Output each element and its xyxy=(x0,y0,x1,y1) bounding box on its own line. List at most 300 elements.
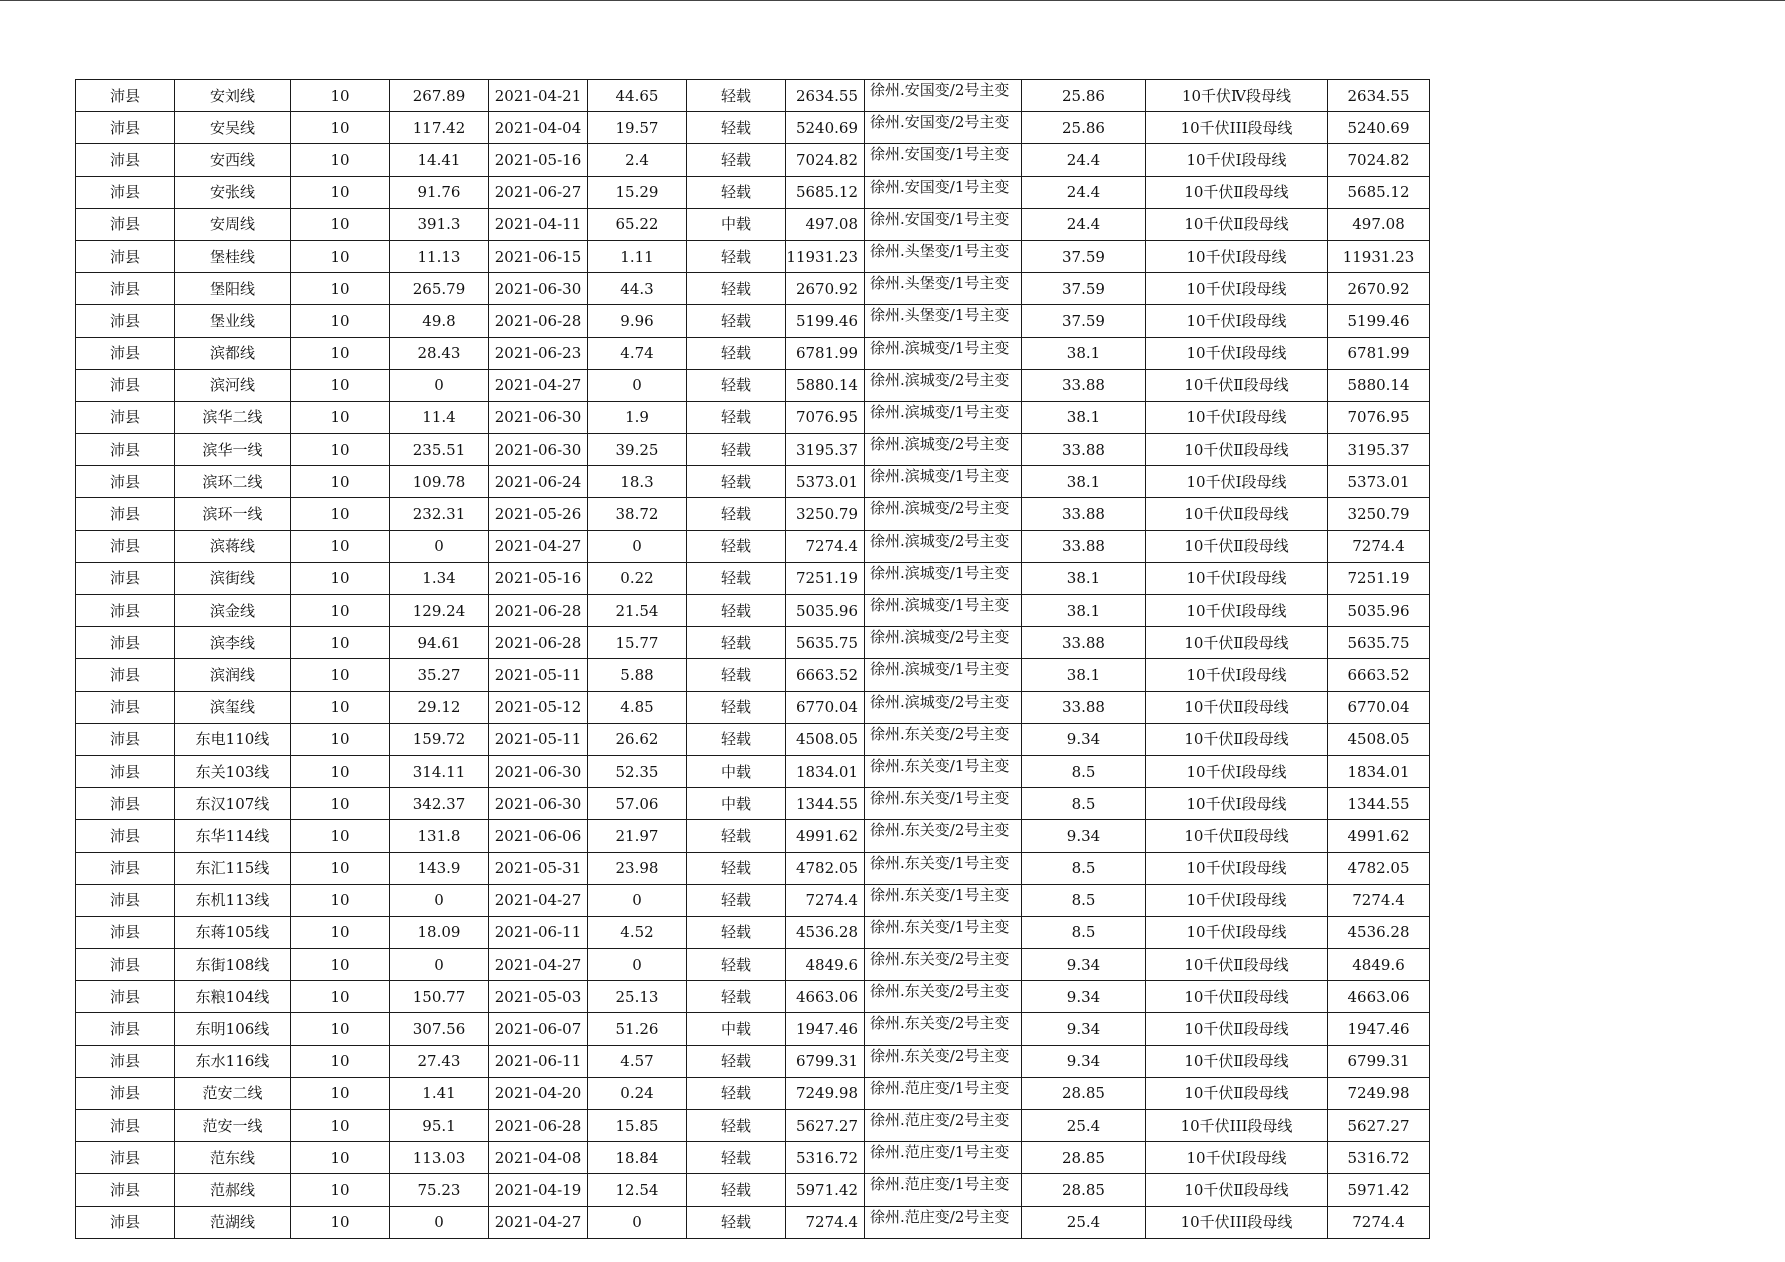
available-capacity-cell: 1834.01 xyxy=(786,755,865,787)
table-row xyxy=(76,691,1430,723)
table-row xyxy=(76,273,1430,305)
load-status-cell: 轻载 xyxy=(687,820,786,852)
line-name-cell: 东明106线 xyxy=(175,1013,291,1045)
load-status-cell: 轻载 xyxy=(687,691,786,723)
table-row xyxy=(76,401,1430,433)
line-available-capacity-cell: 4536.28 xyxy=(1328,916,1430,948)
voltage-cell: 10 xyxy=(291,1110,390,1142)
max-load-cell: 0 xyxy=(390,530,489,562)
line-name-cell: 东汉107线 xyxy=(175,788,291,820)
transformer-load-rate-cell: 38.1 xyxy=(1022,337,1146,369)
load-status-cell: 轻载 xyxy=(687,369,786,401)
transformer-load-rate-cell: 38.1 xyxy=(1022,659,1146,691)
table-row xyxy=(76,723,1430,755)
county-cell: 沛县 xyxy=(76,1142,175,1174)
transformer-load-rate-cell: 8.5 xyxy=(1022,755,1146,787)
county-cell: 沛县 xyxy=(76,852,175,884)
max-load-cell: 109.78 xyxy=(390,466,489,498)
transformer-load-rate-cell: 28.85 xyxy=(1022,1142,1146,1174)
voltage-cell: 10 xyxy=(291,981,390,1013)
voltage-cell: 10 xyxy=(291,530,390,562)
line-available-capacity-cell: 3250.79 xyxy=(1328,498,1430,530)
busbar-cell: 10千伏Ⅰ段母线 xyxy=(1146,305,1328,337)
line-name-cell: 滨环二线 xyxy=(175,466,291,498)
substation-transformer-cell: 徐州.东关变/2号主变 xyxy=(865,820,1022,852)
date-cell: 2021-04-27 xyxy=(489,369,588,401)
load-status-cell: 轻载 xyxy=(687,176,786,208)
busbar-cell: 10千伏Ⅱ段母线 xyxy=(1146,1013,1328,1045)
voltage-cell: 10 xyxy=(291,691,390,723)
line-name-cell: 滨华一线 xyxy=(175,434,291,466)
substation-transformer-cell: 徐州.滨城变/1号主变 xyxy=(865,401,1022,433)
date-cell: 2021-04-08 xyxy=(489,1142,588,1174)
available-capacity-cell: 7076.95 xyxy=(786,401,865,433)
date-cell: 2021-06-28 xyxy=(489,305,588,337)
available-capacity-cell: 4508.05 xyxy=(786,723,865,755)
available-capacity-cell: 6781.99 xyxy=(786,337,865,369)
busbar-cell: 10千伏Ⅱ段母线 xyxy=(1146,691,1328,723)
line-name-cell: 范安一线 xyxy=(175,1110,291,1142)
substation-transformer-cell: 徐州.范庄变/2号主变 xyxy=(865,1206,1022,1238)
load-status-cell: 轻载 xyxy=(687,981,786,1013)
transformer-load-rate-cell: 38.1 xyxy=(1022,466,1146,498)
table-row xyxy=(76,1045,1430,1077)
date-cell: 2021-04-27 xyxy=(489,884,588,916)
line-available-capacity-cell: 6799.31 xyxy=(1328,1045,1430,1077)
line-name-cell: 安西线 xyxy=(175,144,291,176)
busbar-cell: 10千伏Ⅰ段母线 xyxy=(1146,755,1328,787)
county-cell: 沛县 xyxy=(76,1110,175,1142)
busbar-cell: 10千伏Ⅰ段母线 xyxy=(1146,337,1328,369)
load-rate-cell: 23.98 xyxy=(588,852,687,884)
load-rate-cell: 1.11 xyxy=(588,240,687,272)
line-available-capacity-cell: 7274.4 xyxy=(1328,530,1430,562)
load-rate-cell: 26.62 xyxy=(588,723,687,755)
available-capacity-cell: 4536.28 xyxy=(786,916,865,948)
transformer-load-rate-cell: 33.88 xyxy=(1022,627,1146,659)
substation-transformer-cell: 徐州.范庄变/2号主变 xyxy=(865,1110,1022,1142)
voltage-cell: 10 xyxy=(291,208,390,240)
date-cell: 2021-05-16 xyxy=(489,562,588,594)
available-capacity-cell: 5035.96 xyxy=(786,595,865,627)
load-status-cell: 轻载 xyxy=(687,1045,786,1077)
line-available-capacity-cell: 4849.6 xyxy=(1328,949,1430,981)
line-name-cell: 东粮104线 xyxy=(175,981,291,1013)
voltage-cell: 10 xyxy=(291,659,390,691)
line-name-cell: 安刘线 xyxy=(175,80,291,112)
transformer-load-rate-cell: 33.88 xyxy=(1022,691,1146,723)
busbar-cell: 10千伏Ⅱ段母线 xyxy=(1146,530,1328,562)
busbar-cell: 10千伏Ⅰ段母线 xyxy=(1146,852,1328,884)
load-rate-cell: 0 xyxy=(588,949,687,981)
available-capacity-cell: 2670.92 xyxy=(786,273,865,305)
available-capacity-cell: 5971.42 xyxy=(786,1174,865,1206)
line-name-cell: 滨李线 xyxy=(175,627,291,659)
max-load-cell: 14.41 xyxy=(390,144,489,176)
available-capacity-cell: 5635.75 xyxy=(786,627,865,659)
date-cell: 2021-06-27 xyxy=(489,176,588,208)
load-rate-cell: 15.77 xyxy=(588,627,687,659)
line-name-cell: 东蒋105线 xyxy=(175,916,291,948)
available-capacity-cell: 4782.05 xyxy=(786,852,865,884)
transformer-load-rate-cell: 9.34 xyxy=(1022,723,1146,755)
table-row xyxy=(76,1142,1430,1174)
county-cell: 沛县 xyxy=(76,176,175,208)
line-name-cell: 滨都线 xyxy=(175,337,291,369)
table-row xyxy=(76,240,1430,272)
max-load-cell: 49.8 xyxy=(390,305,489,337)
busbar-cell: 10千伏Ⅰ段母线 xyxy=(1146,788,1328,820)
max-load-cell: 307.56 xyxy=(390,1013,489,1045)
line-available-capacity-cell: 7076.95 xyxy=(1328,401,1430,433)
line-available-capacity-cell: 4991.62 xyxy=(1328,820,1430,852)
substation-transformer-cell: 徐州.东关变/1号主变 xyxy=(865,916,1022,948)
date-cell: 2021-04-21 xyxy=(489,80,588,112)
transformer-load-rate-cell: 9.34 xyxy=(1022,981,1146,1013)
line-available-capacity-cell: 4782.05 xyxy=(1328,852,1430,884)
line-name-cell: 滨环一线 xyxy=(175,498,291,530)
substation-transformer-cell: 徐州.安国变/2号主变 xyxy=(865,112,1022,144)
substation-transformer-cell: 徐州.头堡变/1号主变 xyxy=(865,240,1022,272)
available-capacity-cell: 4991.62 xyxy=(786,820,865,852)
line-name-cell: 东关103线 xyxy=(175,755,291,787)
load-rate-cell: 44.65 xyxy=(588,80,687,112)
county-cell: 沛县 xyxy=(76,112,175,144)
max-load-cell: 95.1 xyxy=(390,1110,489,1142)
available-capacity-cell: 7274.4 xyxy=(786,884,865,916)
voltage-cell: 10 xyxy=(291,884,390,916)
line-available-capacity-cell: 3195.37 xyxy=(1328,434,1430,466)
line-name-cell: 东电110线 xyxy=(175,723,291,755)
transformer-load-rate-cell: 37.59 xyxy=(1022,240,1146,272)
table-row xyxy=(76,208,1430,240)
load-status-cell: 轻载 xyxy=(687,434,786,466)
table-body xyxy=(76,80,1430,1239)
substation-transformer-cell: 徐州.安国变/2号主变 xyxy=(865,80,1022,112)
available-capacity-cell: 5880.14 xyxy=(786,369,865,401)
available-capacity-cell: 6770.04 xyxy=(786,691,865,723)
line-name-cell: 范湖线 xyxy=(175,1206,291,1238)
table-row xyxy=(76,1174,1430,1206)
busbar-cell: 10千伏Ⅱ段母线 xyxy=(1146,176,1328,208)
voltage-cell: 10 xyxy=(291,755,390,787)
county-cell: 沛县 xyxy=(76,1206,175,1238)
line-available-capacity-cell: 1834.01 xyxy=(1328,755,1430,787)
max-load-cell: 18.09 xyxy=(390,916,489,948)
table-row xyxy=(76,627,1430,659)
load-status-cell: 轻载 xyxy=(687,1206,786,1238)
line-name-cell: 滨华二线 xyxy=(175,401,291,433)
table-row xyxy=(76,788,1430,820)
available-capacity-cell: 7274.4 xyxy=(786,530,865,562)
line-available-capacity-cell: 7251.19 xyxy=(1328,562,1430,594)
voltage-cell: 10 xyxy=(291,1174,390,1206)
load-rate-cell: 1.9 xyxy=(588,401,687,433)
county-cell: 沛县 xyxy=(76,691,175,723)
date-cell: 2021-06-30 xyxy=(489,401,588,433)
load-status-cell: 轻载 xyxy=(687,884,786,916)
substation-transformer-cell: 徐州.东关变/2号主变 xyxy=(865,949,1022,981)
transformer-load-rate-cell: 33.88 xyxy=(1022,434,1146,466)
line-name-cell: 东街108线 xyxy=(175,949,291,981)
busbar-cell: 10千伏Ⅰ段母线 xyxy=(1146,916,1328,948)
line-available-capacity-cell: 5971.42 xyxy=(1328,1174,1430,1206)
available-capacity-cell: 4663.06 xyxy=(786,981,865,1013)
transformer-load-rate-cell: 38.1 xyxy=(1022,401,1146,433)
busbar-cell: 10千伏Ⅱ段母线 xyxy=(1146,1174,1328,1206)
load-rate-cell: 38.72 xyxy=(588,498,687,530)
load-status-cell: 轻载 xyxy=(687,112,786,144)
substation-transformer-cell: 徐州.滨城变/2号主变 xyxy=(865,627,1022,659)
load-rate-cell: 2.4 xyxy=(588,144,687,176)
line-available-capacity-cell: 5635.75 xyxy=(1328,627,1430,659)
line-available-capacity-cell: 7249.98 xyxy=(1328,1077,1430,1109)
substation-transformer-cell: 徐州.安国变/1号主变 xyxy=(865,208,1022,240)
load-status-cell: 轻载 xyxy=(687,595,786,627)
line-available-capacity-cell: 497.08 xyxy=(1328,208,1430,240)
max-load-cell: 1.41 xyxy=(390,1077,489,1109)
transformer-load-rate-cell: 28.85 xyxy=(1022,1174,1146,1206)
table-row xyxy=(76,820,1430,852)
load-status-cell: 中载 xyxy=(687,208,786,240)
county-cell: 沛县 xyxy=(76,1174,175,1206)
substation-transformer-cell: 徐州.东关变/1号主变 xyxy=(865,884,1022,916)
county-cell: 沛县 xyxy=(76,981,175,1013)
transformer-load-rate-cell: 33.88 xyxy=(1022,530,1146,562)
load-rate-cell: 9.96 xyxy=(588,305,687,337)
voltage-cell: 10 xyxy=(291,723,390,755)
voltage-cell: 10 xyxy=(291,1206,390,1238)
substation-transformer-cell: 徐州.东关变/1号主变 xyxy=(865,755,1022,787)
county-cell: 沛县 xyxy=(76,916,175,948)
busbar-cell: 10千伏Ⅰ段母线 xyxy=(1146,144,1328,176)
max-load-cell: 0 xyxy=(390,949,489,981)
voltage-cell: 10 xyxy=(291,949,390,981)
substation-transformer-cell: 徐州.滨城变/2号主变 xyxy=(865,369,1022,401)
available-capacity-cell: 5685.12 xyxy=(786,176,865,208)
busbar-cell: 10千伏Ⅱ段母线 xyxy=(1146,434,1328,466)
load-rate-cell: 0.22 xyxy=(588,562,687,594)
voltage-cell: 10 xyxy=(291,273,390,305)
table-row xyxy=(76,369,1430,401)
line-name-cell: 安周线 xyxy=(175,208,291,240)
available-capacity-cell: 1344.55 xyxy=(786,788,865,820)
county-cell: 沛县 xyxy=(76,820,175,852)
max-load-cell: 91.76 xyxy=(390,176,489,208)
max-load-cell: 11.13 xyxy=(390,240,489,272)
busbar-cell: 10千伏Ⅱ段母线 xyxy=(1146,1045,1328,1077)
line-available-capacity-cell: 1947.46 xyxy=(1328,1013,1430,1045)
county-cell: 沛县 xyxy=(76,80,175,112)
table-row xyxy=(76,1110,1430,1142)
substation-transformer-cell: 徐州.滨城变/1号主变 xyxy=(865,466,1022,498)
transformer-load-rate-cell: 8.5 xyxy=(1022,884,1146,916)
county-cell: 沛县 xyxy=(76,1045,175,1077)
load-status-cell: 轻载 xyxy=(687,852,786,884)
date-cell: 2021-04-04 xyxy=(489,112,588,144)
load-rate-cell: 0 xyxy=(588,1206,687,1238)
voltage-cell: 10 xyxy=(291,337,390,369)
line-available-capacity-cell: 7274.4 xyxy=(1328,884,1430,916)
load-rate-cell: 21.97 xyxy=(588,820,687,852)
load-rate-cell: 19.57 xyxy=(588,112,687,144)
line-name-cell: 范安二线 xyxy=(175,1077,291,1109)
busbar-cell: 10千伏III段母线 xyxy=(1146,1110,1328,1142)
county-cell: 沛县 xyxy=(76,498,175,530)
load-status-cell: 轻载 xyxy=(687,273,786,305)
load-rate-cell: 12.54 xyxy=(588,1174,687,1206)
table-row xyxy=(76,981,1430,1013)
date-cell: 2021-06-28 xyxy=(489,1110,588,1142)
load-rate-cell: 18.3 xyxy=(588,466,687,498)
load-status-cell: 轻载 xyxy=(687,80,786,112)
county-cell: 沛县 xyxy=(76,208,175,240)
busbar-cell: 10千伏Ⅳ段母线 xyxy=(1146,80,1328,112)
table-row xyxy=(76,466,1430,498)
load-rate-cell: 51.26 xyxy=(588,1013,687,1045)
date-cell: 2021-04-27 xyxy=(489,1206,588,1238)
transformer-load-rate-cell: 8.5 xyxy=(1022,852,1146,884)
line-available-capacity-cell: 5627.27 xyxy=(1328,1110,1430,1142)
table-row xyxy=(76,112,1430,144)
busbar-cell: 10千伏Ⅱ段母线 xyxy=(1146,627,1328,659)
voltage-cell: 10 xyxy=(291,916,390,948)
load-rate-cell: 18.84 xyxy=(588,1142,687,1174)
load-rate-cell: 15.85 xyxy=(588,1110,687,1142)
date-cell: 2021-06-11 xyxy=(489,1045,588,1077)
busbar-cell: 10千伏Ⅱ段母线 xyxy=(1146,208,1328,240)
county-cell: 沛县 xyxy=(76,595,175,627)
table-row xyxy=(76,144,1430,176)
line-name-cell: 滨金线 xyxy=(175,595,291,627)
available-capacity-cell: 5316.72 xyxy=(786,1142,865,1174)
transformer-load-rate-cell: 25.4 xyxy=(1022,1110,1146,1142)
line-name-cell: 滨街线 xyxy=(175,562,291,594)
substation-transformer-cell: 徐州.滨城变/1号主变 xyxy=(865,595,1022,627)
line-name-cell: 东华114线 xyxy=(175,820,291,852)
load-status-cell: 轻载 xyxy=(687,1077,786,1109)
transformer-load-rate-cell: 38.1 xyxy=(1022,595,1146,627)
substation-transformer-cell: 徐州.滨城变/1号主变 xyxy=(865,562,1022,594)
table-row xyxy=(76,434,1430,466)
feeder-load-table xyxy=(75,79,1430,1239)
date-cell: 2021-06-11 xyxy=(489,916,588,948)
voltage-cell: 10 xyxy=(291,401,390,433)
line-name-cell: 堡阳线 xyxy=(175,273,291,305)
busbar-cell: 10千伏Ⅱ段母线 xyxy=(1146,723,1328,755)
load-status-cell: 轻载 xyxy=(687,530,786,562)
transformer-load-rate-cell: 33.88 xyxy=(1022,498,1146,530)
date-cell: 2021-04-20 xyxy=(489,1077,588,1109)
line-name-cell: 堡业线 xyxy=(175,305,291,337)
line-available-capacity-cell: 2634.55 xyxy=(1328,80,1430,112)
load-status-cell: 中载 xyxy=(687,788,786,820)
transformer-load-rate-cell: 37.59 xyxy=(1022,273,1146,305)
county-cell: 沛县 xyxy=(76,949,175,981)
voltage-cell: 10 xyxy=(291,1045,390,1077)
busbar-cell: 10千伏Ⅱ段母线 xyxy=(1146,820,1328,852)
date-cell: 2021-05-11 xyxy=(489,659,588,691)
available-capacity-cell: 7274.4 xyxy=(786,1206,865,1238)
busbar-cell: 10千伏Ⅱ段母线 xyxy=(1146,369,1328,401)
line-available-capacity-cell: 5880.14 xyxy=(1328,369,1430,401)
line-available-capacity-cell: 5240.69 xyxy=(1328,112,1430,144)
transformer-load-rate-cell: 24.4 xyxy=(1022,144,1146,176)
date-cell: 2021-04-27 xyxy=(489,530,588,562)
line-name-cell: 滨润线 xyxy=(175,659,291,691)
voltage-cell: 10 xyxy=(291,595,390,627)
county-cell: 沛县 xyxy=(76,337,175,369)
table-row xyxy=(76,1077,1430,1109)
load-rate-cell: 4.74 xyxy=(588,337,687,369)
date-cell: 2021-05-12 xyxy=(489,691,588,723)
line-name-cell: 东水116线 xyxy=(175,1045,291,1077)
max-load-cell: 143.9 xyxy=(390,852,489,884)
load-status-cell: 轻载 xyxy=(687,240,786,272)
load-rate-cell: 5.88 xyxy=(588,659,687,691)
date-cell: 2021-06-15 xyxy=(489,240,588,272)
transformer-load-rate-cell: 25.4 xyxy=(1022,1206,1146,1238)
max-load-cell: 0 xyxy=(390,369,489,401)
available-capacity-cell: 4849.6 xyxy=(786,949,865,981)
line-available-capacity-cell: 5199.46 xyxy=(1328,305,1430,337)
voltage-cell: 10 xyxy=(291,788,390,820)
substation-transformer-cell: 徐州.滨城变/1号主变 xyxy=(865,337,1022,369)
busbar-cell: 10千伏III段母线 xyxy=(1146,1206,1328,1238)
voltage-cell: 10 xyxy=(291,1142,390,1174)
date-cell: 2021-05-11 xyxy=(489,723,588,755)
load-rate-cell: 4.85 xyxy=(588,691,687,723)
max-load-cell: 35.27 xyxy=(390,659,489,691)
max-load-cell: 314.11 xyxy=(390,755,489,787)
busbar-cell: 10千伏Ⅰ段母线 xyxy=(1146,562,1328,594)
county-cell: 沛县 xyxy=(76,1013,175,1045)
available-capacity-cell: 11931.23 xyxy=(786,240,865,272)
date-cell: 2021-04-19 xyxy=(489,1174,588,1206)
max-load-cell: 265.79 xyxy=(390,273,489,305)
table-row xyxy=(76,498,1430,530)
max-load-cell: 0 xyxy=(390,884,489,916)
line-name-cell: 安吴线 xyxy=(175,112,291,144)
date-cell: 2021-06-28 xyxy=(489,595,588,627)
max-load-cell: 129.24 xyxy=(390,595,489,627)
line-available-capacity-cell: 7024.82 xyxy=(1328,144,1430,176)
max-load-cell: 232.31 xyxy=(390,498,489,530)
date-cell: 2021-05-03 xyxy=(489,981,588,1013)
date-cell: 2021-06-30 xyxy=(489,273,588,305)
available-capacity-cell: 497.08 xyxy=(786,208,865,240)
transformer-load-rate-cell: 24.4 xyxy=(1022,176,1146,208)
voltage-cell: 10 xyxy=(291,240,390,272)
max-load-cell: 0 xyxy=(390,1206,489,1238)
voltage-cell: 10 xyxy=(291,369,390,401)
available-capacity-cell: 5373.01 xyxy=(786,466,865,498)
county-cell: 沛县 xyxy=(76,434,175,466)
busbar-cell: 10千伏Ⅰ段母线 xyxy=(1146,884,1328,916)
table-row xyxy=(76,1013,1430,1045)
busbar-cell: 10千伏Ⅰ段母线 xyxy=(1146,240,1328,272)
load-rate-cell: 0 xyxy=(588,884,687,916)
table-row xyxy=(76,1206,1430,1238)
busbar-cell: 10千伏III段母线 xyxy=(1146,112,1328,144)
substation-transformer-cell: 徐州.滨城变/2号主变 xyxy=(865,434,1022,466)
voltage-cell: 10 xyxy=(291,434,390,466)
load-status-cell: 轻载 xyxy=(687,1110,786,1142)
line-name-cell: 范郝线 xyxy=(175,1174,291,1206)
line-available-capacity-cell: 5373.01 xyxy=(1328,466,1430,498)
table-row xyxy=(76,884,1430,916)
date-cell: 2021-06-23 xyxy=(489,337,588,369)
